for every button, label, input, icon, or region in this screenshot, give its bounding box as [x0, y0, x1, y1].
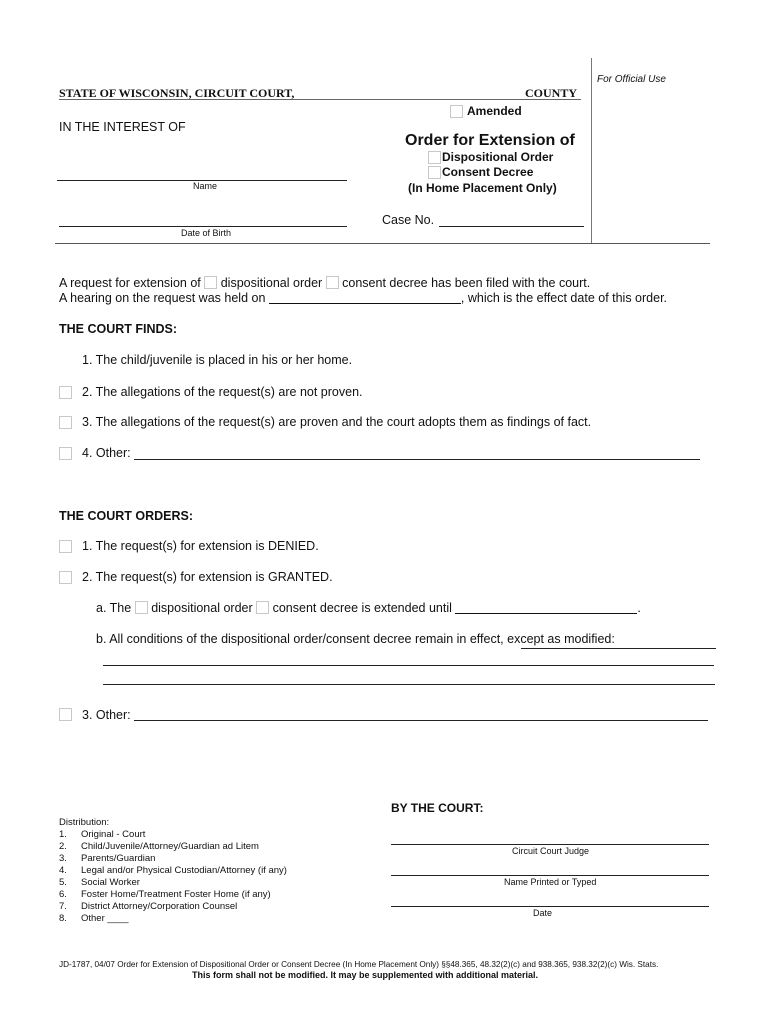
- order-1-checkbox[interactable]: [59, 540, 72, 553]
- distribution-item: [59, 889, 271, 900]
- order-2a-dispositional-checkbox[interactable]: [135, 601, 148, 614]
- distribution-item-text: Child/Juvenile/Attorney/Guardian ad Litem: [81, 841, 259, 852]
- intro-line-1: [59, 276, 590, 290]
- finding-2-checkbox[interactable]: [59, 386, 72, 399]
- amended-checkbox[interactable]: [450, 105, 463, 118]
- intro-text-c: consent decree has been filed with the court.: [342, 276, 591, 290]
- dob-label: Date of Birth: [181, 228, 232, 238]
- finding-3-checkbox[interactable]: [59, 416, 72, 429]
- distribution-heading: Distribution:: [59, 817, 110, 828]
- placement-note: (In Home Placement Only): [408, 181, 557, 195]
- distribution-item-number: 6.: [59, 889, 67, 900]
- distribution-item-number: 3.: [59, 853, 67, 864]
- modified-line-2[interactable]: [103, 684, 715, 685]
- distribution-item-number: 1.: [59, 829, 67, 840]
- official-use-divider: [591, 58, 592, 244]
- order-1: 1. The request(s) for extension is DENIED.: [82, 539, 319, 553]
- form-footer-line: JD-1787, 04/07 Order for Extension of Dispositional Order or Consent Decree (In Home Placement Only) §§48.365, 48.32(2)(c) and 938.365, 938.32(2)(c) Wis. Stats.: [59, 960, 659, 969]
- interest-of-label: IN THE INTEREST OF: [59, 120, 186, 134]
- judge-signature-line[interactable]: [391, 844, 709, 845]
- finding-2: 2. The allegations of the request(s) are not proven.: [82, 385, 363, 399]
- by-the-court-heading: BY THE COURT:: [391, 801, 484, 815]
- order-2: 2. The request(s) for extension is GRANTED.: [82, 570, 333, 584]
- distribution-item-text: Foster Home/Treatment Foster Home (if any): [81, 889, 271, 900]
- distribution-item: [59, 829, 145, 840]
- distribution-item-text: Legal and/or Physical Custodian/Attorney (if any): [81, 865, 287, 876]
- extended-until-blank[interactable]: [455, 601, 637, 614]
- printed-name-label: Name Printed or Typed: [504, 877, 597, 887]
- dispositional-order-checkbox[interactable]: [428, 151, 441, 164]
- order-2a-text-a: a. The: [96, 601, 132, 615]
- modified-line-0[interactable]: [521, 648, 716, 649]
- distribution-item: [59, 841, 259, 852]
- order-2a: [96, 601, 641, 615]
- printed-name-line[interactable]: [391, 875, 709, 876]
- official-use-label: For Official Use: [597, 74, 666, 85]
- dispositional-order-label: Dispositional Order: [442, 150, 554, 164]
- distribution-item: [59, 913, 129, 924]
- order-3-checkbox[interactable]: [59, 708, 72, 721]
- distribution-item-text: Parents/Guardian: [81, 853, 156, 864]
- finding-1: 1. The child/juvenile is placed in his or her home.: [82, 353, 353, 367]
- court-finds-heading: THE COURT FINDS:: [59, 322, 178, 336]
- distribution-item-number: 5.: [59, 877, 67, 888]
- intro-text-a: A request for extension of: [59, 276, 201, 290]
- modified-line-1[interactable]: [103, 665, 714, 666]
- order-2a-period: .: [637, 601, 641, 615]
- finding-3: 3. The allegations of the request(s) are proven and the court adopts them as findings of fact.: [82, 415, 592, 429]
- distribution-item: [59, 853, 155, 864]
- case-no-line[interactable]: [439, 226, 584, 227]
- date-label: Date: [533, 908, 553, 918]
- dob-line[interactable]: [59, 226, 347, 227]
- hearing-date-blank[interactable]: [269, 291, 461, 304]
- order-2b: b. All conditions of the dispositional order/consent decree remain in effect, except as modified:: [96, 632, 615, 646]
- hearing-text: A hearing on the request was held on: [59, 291, 266, 305]
- distribution-item-number: 7.: [59, 901, 67, 912]
- consent-decree-label: Consent Decree: [442, 165, 534, 179]
- distribution-item-number: 8.: [59, 913, 67, 924]
- distribution-item: [59, 901, 237, 912]
- case-no-label: Case No.: [382, 213, 435, 227]
- judge-label: Circuit Court Judge: [512, 846, 590, 856]
- distribution-item-number: 2.: [59, 841, 67, 852]
- intro-consent-checkbox[interactable]: [326, 276, 339, 289]
- court-orders-heading: THE COURT ORDERS:: [59, 509, 194, 523]
- header-bottom-rule: [55, 243, 710, 244]
- distribution-item-text: Social Worker: [81, 877, 140, 888]
- distribution-item-text: Original - Court: [81, 829, 146, 840]
- hearing-text-end: , which is the effect date of this order.: [460, 291, 668, 305]
- order-2a-text-c: consent decree is extended until: [272, 601, 452, 615]
- distribution-item-text: Other ____: [81, 913, 129, 924]
- form-notice: This form shall not be modified. It may be supplemented with additional material.: [192, 970, 539, 980]
- distribution-item: [59, 877, 140, 888]
- county-line[interactable]: [59, 99, 581, 100]
- name-label: Name: [193, 181, 218, 191]
- intro-line-2: [59, 291, 667, 305]
- intro-text-b: dispositional order: [220, 276, 323, 290]
- county-label: COUNTY: [525, 86, 578, 100]
- order-2a-consent-checkbox[interactable]: [256, 601, 269, 614]
- finding-4: 4. Other:: [82, 446, 131, 460]
- intro-dispositional-checkbox[interactable]: [204, 276, 217, 289]
- distribution-item: [59, 865, 287, 876]
- form-title: Order for Extension of: [405, 132, 575, 149]
- order-3-line[interactable]: [134, 720, 708, 721]
- finding-4-line[interactable]: [134, 459, 700, 460]
- court-label: STATE OF WISCONSIN, CIRCUIT COURT,: [59, 86, 295, 100]
- finding-4-checkbox[interactable]: [59, 447, 72, 460]
- distribution-item-number: 4.: [59, 865, 67, 876]
- order-2-checkbox[interactable]: [59, 571, 72, 584]
- order-3: 3. Other:: [82, 708, 131, 722]
- amended-label: Amended: [467, 104, 522, 118]
- consent-decree-checkbox[interactable]: [428, 166, 441, 179]
- date-line[interactable]: [391, 906, 709, 907]
- distribution-item-text: District Attorney/Corporation Counsel: [81, 901, 238, 912]
- order-2a-text-b: dispositional order: [151, 601, 253, 615]
